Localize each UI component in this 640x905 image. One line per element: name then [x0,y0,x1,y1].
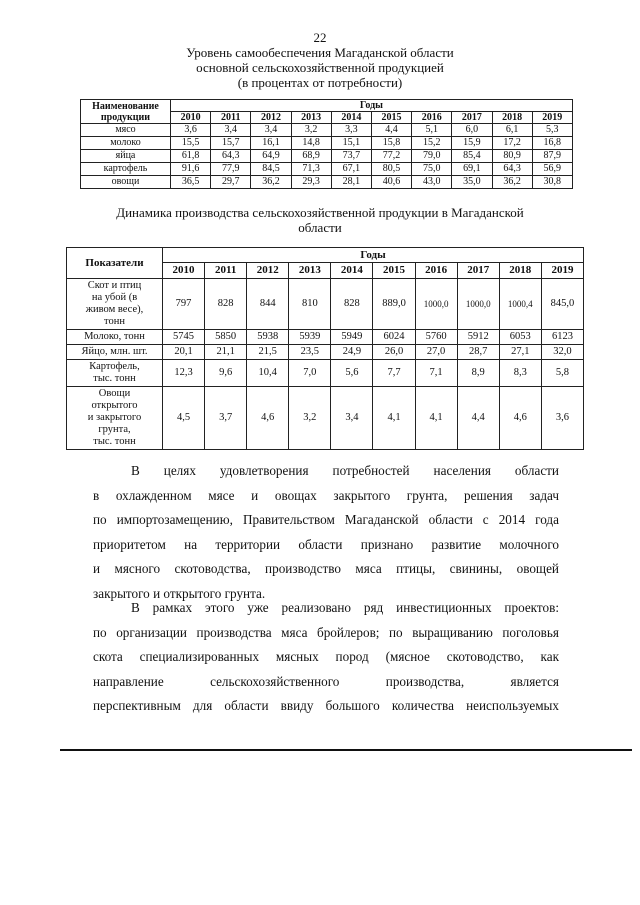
table-cell: 4,6 [247,387,289,450]
table-cell: 3,4 [211,124,251,137]
table-cell: 79,0 [412,150,452,163]
table-cell: 71,3 [291,163,331,176]
row-label [67,279,163,330]
table-cell: 4,5 [163,387,205,450]
table-cell: 16,1 [251,137,291,150]
row-label-line: тыс. тонн [93,436,136,447]
table-cell: 4,6 [499,387,541,450]
table-cell: 828 [331,279,373,330]
table-cell: 24,9 [331,345,373,360]
table-cell: 1000,0 [457,279,499,330]
table-cell: 85,4 [452,150,492,163]
table-cell: 23,5 [289,345,331,360]
table-cell: 5,3 [532,124,572,137]
table-cell: 5,6 [331,360,373,387]
year-header: 2018 [499,263,541,279]
table1-title-line: основной сельскохозяйственной продукцией [196,60,444,75]
table-cell: 6123 [541,330,583,345]
table-cell: 3,6 [541,387,583,450]
table-cell: 889,0 [373,279,415,330]
text-line: В целях удовлетворения потребностей населения области [131,463,559,478]
name-header-line: продукции [100,111,151,123]
page-number: 22 [313,30,327,45]
year-header: 2012 [247,263,289,279]
year-header: 2015 [373,263,415,279]
text-line: и мясного скотоводства, производство мяса птицы, свинины, овощей [93,561,559,577]
table1-header-row [81,100,573,112]
table-row [81,124,573,137]
row-label: молоко [81,137,171,150]
text-line: скота специализированных мясных пород (мясное скотоводство, как [93,649,559,665]
table-cell: 10,4 [247,360,289,387]
table2-title-line: Динамика производства сельскохозяйственной продукции в Магаданской [116,205,524,220]
table-cell: 77,9 [211,163,251,176]
year-header: 2017 [457,263,499,279]
table-cell: 28,7 [457,345,499,360]
table-cell: 3,2 [291,124,331,137]
text-line: В рамках этого уже реализовано ряд инвестиционных проектов: [131,600,559,615]
table-row [67,387,584,450]
table-cell: 87,9 [532,150,572,163]
table-cell: 29,3 [291,176,331,189]
table-row [67,330,584,345]
row-label [67,387,163,450]
table-cell: 3,6 [171,124,211,137]
table-row [67,279,584,330]
table-cell: 3,4 [331,387,373,450]
table-cell: 7,7 [373,360,415,387]
table-cell: 6024 [373,330,415,345]
table-cell: 4,4 [371,124,411,137]
table-cell: 64,9 [251,150,291,163]
table-cell: 844 [247,279,289,330]
bottom-rule [60,749,632,751]
text-line: в охлажденном мясе и овощах закрытого грунта, решения задач [93,487,559,503]
table-cell: 69,1 [452,163,492,176]
row-label [67,345,163,360]
row-label-line: Молоко, тонн [84,331,145,342]
name-header-line: Наименование [92,100,159,112]
table-cell: 5938 [247,330,289,345]
year-header: 2017 [452,112,492,124]
table-cell: 14,8 [291,137,331,150]
table-cell: 16,8 [532,137,572,150]
table-cell: 810 [289,279,331,330]
table-cell: 28,1 [331,176,371,189]
row-label: яйца [81,150,171,163]
row-label [67,360,163,387]
table-cell: 56,9 [532,163,572,176]
table-cell: 36,2 [492,176,532,189]
text-line: приоритетом на территории области признано развитие молочного [93,536,559,552]
row-label: овощи [81,176,171,189]
table-cell: 845,0 [541,279,583,330]
table-cell: 6053 [499,330,541,345]
table-cell: 36,2 [251,176,291,189]
text-line: закрытого и открытого грунта. [93,585,266,601]
table2-header-row [67,248,584,263]
table-cell: 15,9 [452,137,492,150]
table-cell: 3,3 [331,124,371,137]
table-cell: 27,0 [415,345,457,360]
table-cell: 4,1 [373,387,415,450]
table-cell: 6,0 [452,124,492,137]
row-label-line: открытого [91,400,138,411]
row-label: мясо [81,124,171,137]
table-cell: 35,0 [452,176,492,189]
table-cell: 3,7 [205,387,247,450]
year-header: 2014 [331,112,371,124]
table-cell: 84,5 [251,163,291,176]
table1-title-line: (в процентах от потребности) [237,75,403,90]
table-cell: 21,1 [205,345,247,360]
table-cell: 12,3 [163,360,205,387]
table-cell: 27,1 [499,345,541,360]
table-cell: 1000,0 [415,279,457,330]
table-cell: 3,2 [289,387,331,450]
years-header: Годы [163,248,584,263]
table-cell: 9,6 [205,360,247,387]
table-row [67,345,584,360]
text-line: перспективным для области ввиду большого количества неиспользуемых [93,698,559,714]
year-header: 2015 [371,112,411,124]
table-cell: 73,7 [331,150,371,163]
table-cell: 5,8 [541,360,583,387]
table-row [81,163,573,176]
year-header: 2010 [171,112,211,124]
table-cell: 67,1 [331,163,371,176]
year-header: 2011 [211,112,251,124]
table-cell: 43,0 [412,176,452,189]
table-cell: 29,7 [211,176,251,189]
indicator-header: Показатели [67,248,163,279]
years-header: Годы [171,100,573,112]
table1-title-line: Уровень самообеспечения Магаданской области [186,45,454,60]
row-label: картофель [81,163,171,176]
table-cell: 5,1 [412,124,452,137]
table1-title [0,45,640,90]
table-cell: 68,9 [291,150,331,163]
table-row [81,150,573,163]
table2-title [0,205,640,235]
year-header: 2011 [205,263,247,279]
table-cell: 5760 [415,330,457,345]
table-cell: 64,3 [492,163,532,176]
row-label-line: тыс. тонн [93,373,136,384]
table-cell: 32,0 [541,345,583,360]
text-line: направление сельскохозяйственного производства, является [93,673,559,689]
table-cell: 77,2 [371,150,411,163]
table-cell: 7,0 [289,360,331,387]
year-header: 2013 [291,112,331,124]
row-label [67,330,163,345]
table-cell: 6,1 [492,124,532,137]
table-cell: 1000,4 [499,279,541,330]
table-cell: 5850 [205,330,247,345]
text-line: по импортозамещению, Правительством Магаданской области с 2014 года [93,512,559,528]
table-cell: 7,1 [415,360,457,387]
table-cell: 15,7 [211,137,251,150]
row-label-line: на убой (в [91,292,138,303]
table-cell: 4,4 [457,387,499,450]
row-label-line: Скот и птиц [87,280,142,291]
table-cell: 3,4 [251,124,291,137]
year-header: 2013 [289,263,331,279]
text-line: по организации производства мяса бройлеров; по выращиванию поголовья [93,624,559,640]
year-header: 2019 [532,112,572,124]
table-cell: 828 [205,279,247,330]
table-cell: 36,5 [171,176,211,189]
table-cell: 15,8 [371,137,411,150]
name-header [81,100,171,124]
table-cell: 26,0 [373,345,415,360]
year-header: 2010 [163,263,205,279]
table-row [81,176,573,189]
table-cell: 91,6 [171,163,211,176]
paragraph-1 [93,459,559,607]
table-cell: 40,6 [371,176,411,189]
table-cell: 75,0 [412,163,452,176]
row-label-line: Овощи [98,388,131,399]
year-header: 2014 [331,263,373,279]
year-header: 2019 [541,263,583,279]
table-cell: 8,3 [499,360,541,387]
year-header: 2016 [415,263,457,279]
year-header: 2018 [492,112,532,124]
table-cell: 15,1 [331,137,371,150]
production-dynamics-table [66,247,584,450]
table-cell: 5939 [289,330,331,345]
row-label-line: Картофель, [89,361,140,372]
table-cell: 64,3 [211,150,251,163]
table-cell: 17,2 [492,137,532,150]
table-row [81,137,573,150]
table-cell: 5949 [331,330,373,345]
table-cell: 5912 [457,330,499,345]
row-label-line: Яйцо, млн. шт. [81,346,148,357]
table-cell: 15,5 [171,137,211,150]
table-cell: 20,1 [163,345,205,360]
table-row [67,360,584,387]
table-cell: 80,5 [371,163,411,176]
table-cell: 4,1 [415,387,457,450]
table-cell: 30,8 [532,176,572,189]
row-label-line: грунта, [98,424,131,435]
row-label-line: тонн [104,316,125,327]
row-label-line: и закрытого [87,412,142,423]
table-cell: 15,2 [412,137,452,150]
table-cell: 8,9 [457,360,499,387]
table-cell: 61,8 [171,150,211,163]
table-cell: 80,9 [492,150,532,163]
year-header: 2012 [251,112,291,124]
paragraph-2 [93,596,559,719]
table-cell: 797 [163,279,205,330]
self-sufficiency-table [80,99,573,189]
year-header: 2016 [412,112,452,124]
row-label-line: живом весе), [85,304,144,315]
table2-title-line: области [298,220,342,235]
table-cell: 5745 [163,330,205,345]
table-cell: 21,5 [247,345,289,360]
